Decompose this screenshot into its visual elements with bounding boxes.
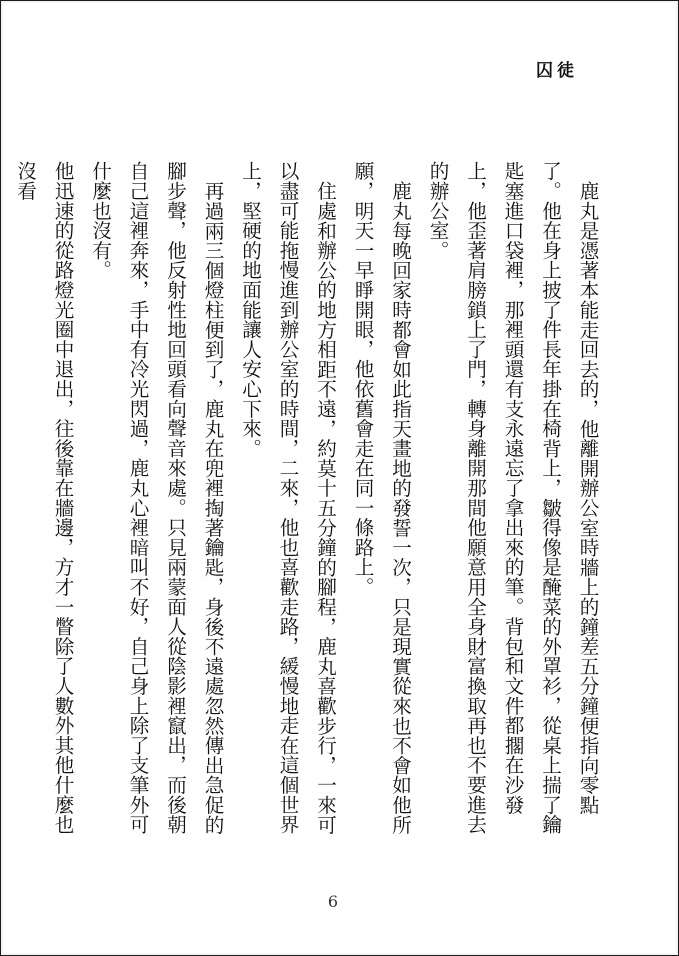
paragraph-5: 他迅速的從路燈光圈中退出，往後靠在牆邊，方才一瞥除了人數外其他什麼也沒看 (13, 161, 74, 835)
paragraph-1: 鹿丸是憑著本能走回去的，他離開辦公室時牆上的鐘差五分鐘便指向零點了。他在身上披了件長年掛在椅背上，皺得像是醃菜的外罩衫，從桌上揣了鑰匙塞進口袋裡，那裡頭還有支永遠忘了拿出來的筆。背包和文件都擱在沙發上，他歪著肩膀鎖上了門，轉身離開那間他願意用全身財富換取再也不要進去的辦公室。 (426, 161, 599, 835)
page-number: 6 (327, 892, 339, 911)
paragraph-2: 鹿丸每晚回家時都會如此指天畫地的發誓一次，只是現實從來也不會如他所願，明天一早睜開眼，他依舊會走在同一條路上。 (351, 161, 412, 834)
body-text (13, 161, 606, 841)
paragraph-3: 住處和辦公的地方相距不遠，約莫十五分鐘的腳程，鹿丸喜歡步行，一來可以盡可能拖慢進到辦公室的時間，二來，他也喜歡走路，緩慢地走在這個世界上，堅硬的地面能讓人安心下來。 (238, 161, 337, 835)
paragraph-4: 再過兩三個燈柱便到了，鹿丸在兜裡掏著鑰匙，身後不遠處忽然傳出急促的腳步聲，他反射性地回頭看向聲音來處。只見兩蒙面人從陰影裡竄出，而後朝自己這裡奔來，手中有冷光閃過，鹿丸心裡暗叫不好，自己身上除了支筆外可什麼也沒有。 (88, 161, 224, 835)
running-header-title: 囚徒 (536, 61, 578, 81)
